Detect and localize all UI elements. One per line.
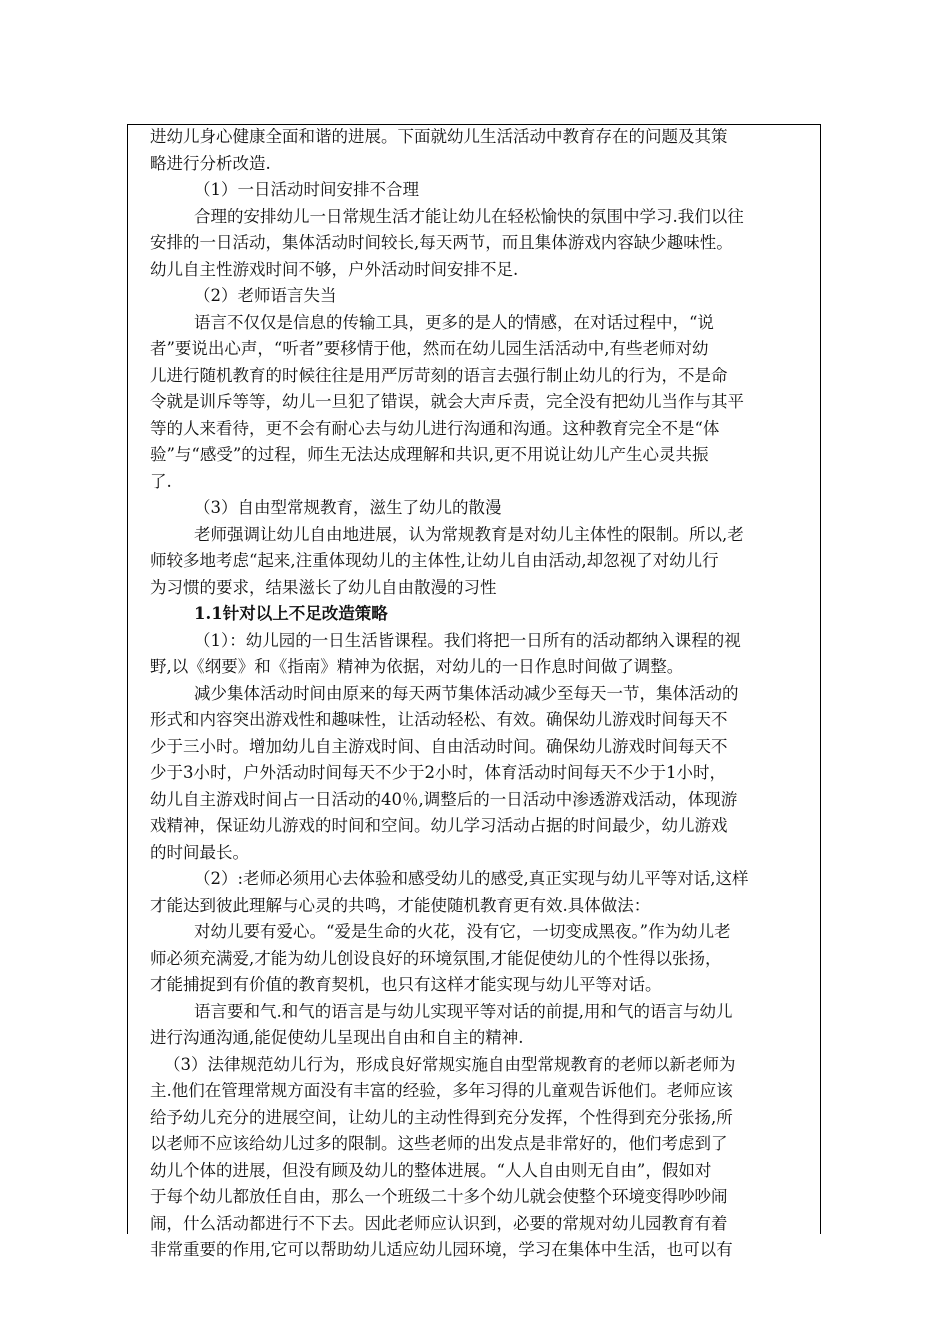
- text-line: 给予幼儿充分的进展空间，让幼儿的主动性得到充分发挥，个性得到充分张扬,所: [150, 1107, 733, 1127]
- text-line: 才能达到彼此理解与心灵的共鸣，才能使随机教育更有效.具体做法：: [150, 895, 651, 915]
- section-heading: （2）老师语言失当: [194, 286, 337, 305]
- text-line: 老师强调让幼儿自由地进展，认为常规教育是对幼儿主体性的限制。所以,老: [194, 524, 744, 544]
- text-line: 对幼儿要有爱心。“爱是生命的火花，没有它，一切变成黑夜。”作为幼儿老: [194, 922, 731, 941]
- text-line: 师较多地考虑“起来,注重体现幼儿的主体性,让幼儿自由活动,却忽视了对幼儿行: [150, 551, 719, 570]
- text-line: 了.: [150, 471, 172, 491]
- text-line: 戏精神，保证幼儿游戏的时间和空间。幼儿学习活动占据的时间最少，幼儿游戏: [150, 816, 728, 835]
- text-line: 儿进行随机教育的时候往往是用严厉苛刻的语言去强行制止幼儿的行为，不是命: [150, 365, 728, 385]
- text-line: 语言不仅仅是信息的传输工具，更多的是人的情感，在对话过程中，“说: [194, 312, 714, 332]
- text-line: 主.他们在管理常规方面没有丰富的经验，多年习得的儿童观告诉他们。老师应该: [150, 1081, 733, 1100]
- text-line: 安排的一日活动，集体活动时间较长,每天两节，而且集体游戏内容缺少趣味性。: [150, 233, 733, 252]
- text-line: 合理的安排幼儿一日常规生活才能让幼儿在轻松愉快的氛围中学习.我们以往: [194, 206, 744, 226]
- text-line: 令就是训斥等等，幼儿一旦犯了错误，就会大声斥责，完全没有把幼儿当作与其平: [150, 392, 744, 411]
- text-line: 幼儿自主性游戏时间不够，户外活动时间安排不足.: [150, 259, 519, 279]
- text-line: （3）法律规范幼儿行为，形成良好常规实施自由型常规教育的老师以新老师为: [164, 1054, 736, 1074]
- section-heading: （3）自由型常规教育，滋生了幼儿的散漫: [194, 498, 502, 517]
- text-line: 少于三小时。增加幼儿自主游戏时间、自由活动时间。确保幼儿游戏时间每天不: [150, 736, 728, 756]
- text-line: （2）:老师必须用心去体验和感受幼儿的感受,真正实现与幼儿平等对话,这样: [194, 869, 749, 888]
- text-line: 于每个幼儿都放任自由，那么一个班级二十多个幼儿就会使整个环境变得吵吵闹: [150, 1187, 728, 1206]
- text-line: 才能捕捉到有价值的教育契机，也只有这样才能实现与幼儿平等对话。: [150, 975, 662, 994]
- text-line: 幼儿个体的进展，但没有顾及幼儿的整体进展。“人人自由则无自由”，假如对: [150, 1160, 712, 1180]
- text-line: [150, 1264, 830, 1291]
- text-line: 非常重要的作用,它可以帮助幼儿适应幼儿园环境，学习在集体中生活，也可以有: [150, 1240, 733, 1259]
- text-line: 师必须充满爱,才能为幼儿创设良好的环境氛围,才能促使幼儿的个性得以张扬，: [150, 948, 722, 968]
- text-line: 闹，什么活动都进行不下去。因此老师应认识到，必要的常规对幼儿园教育有着: [150, 1213, 728, 1233]
- text-line: 验”与“感受”的过程，师生无法达成理解和共识,更不用说让幼儿产生心灵共振: [150, 445, 709, 464]
- text-line: 略进行分析改造.: [150, 153, 271, 173]
- text-line: 进行沟通沟通,能促使幼儿呈现出自由和自主的精神.: [150, 1028, 524, 1047]
- text-line: 幼儿自主游戏时间占一日活动的40％,调整后的一日活动中渗透游戏活动，体现游: [150, 789, 738, 809]
- text-line: 者”要说出心声，“听者”要移情于他，然而在幼儿园生活活动中,有些老师对幼: [150, 339, 709, 358]
- text-line: 以老师不应该给幼儿过多的限制。这些老师的出发点是非常好的，他们考虑到了: [150, 1134, 728, 1153]
- subsection-heading: 1.1针对以上不足改造策略: [194, 604, 388, 623]
- text-line: 的时间最长。: [150, 842, 249, 862]
- text-line: 形式和内容突出游戏性和趣味性，让活动轻松、有效。确保幼儿游戏时间每天不: [150, 710, 728, 729]
- text-line: 等的人来看待，更不会有耐心去与幼儿进行沟通和沟通。这种教育完全不是“体: [150, 418, 720, 438]
- text-line: （1）：幼儿园的一日生活皆课程。我们将把一日所有的活动都纳入课程的视: [194, 630, 741, 650]
- section-heading: （1）一日活动时间安排不合理: [194, 180, 419, 199]
- text-line: 减少集体活动时间由原来的每天两节集体活动减少至每天一节，集体活动的: [194, 683, 739, 703]
- text-line: 为习惯的要求，结果滋长了幼儿自由散漫的习性: [150, 577, 497, 597]
- text-line: 语言要和气.和气的语言是与幼儿实现平等对话的前提,用和气的语言与幼儿: [194, 1001, 733, 1021]
- text-line: 少于3小时，户外活动时间每天不少于2小时，体育活动时间每天不少于1小时，: [150, 763, 726, 782]
- text-line: 野,以《纲要》和《指南》精神为依据，对幼儿的一日作息时间做了调整。: [150, 657, 684, 676]
- text-line: 进幼儿身心健康全面和谐的进展。下面就幼儿生活活动中教育存在的问题及其策: [150, 127, 728, 146]
- document-body: [150, 124, 830, 1290]
